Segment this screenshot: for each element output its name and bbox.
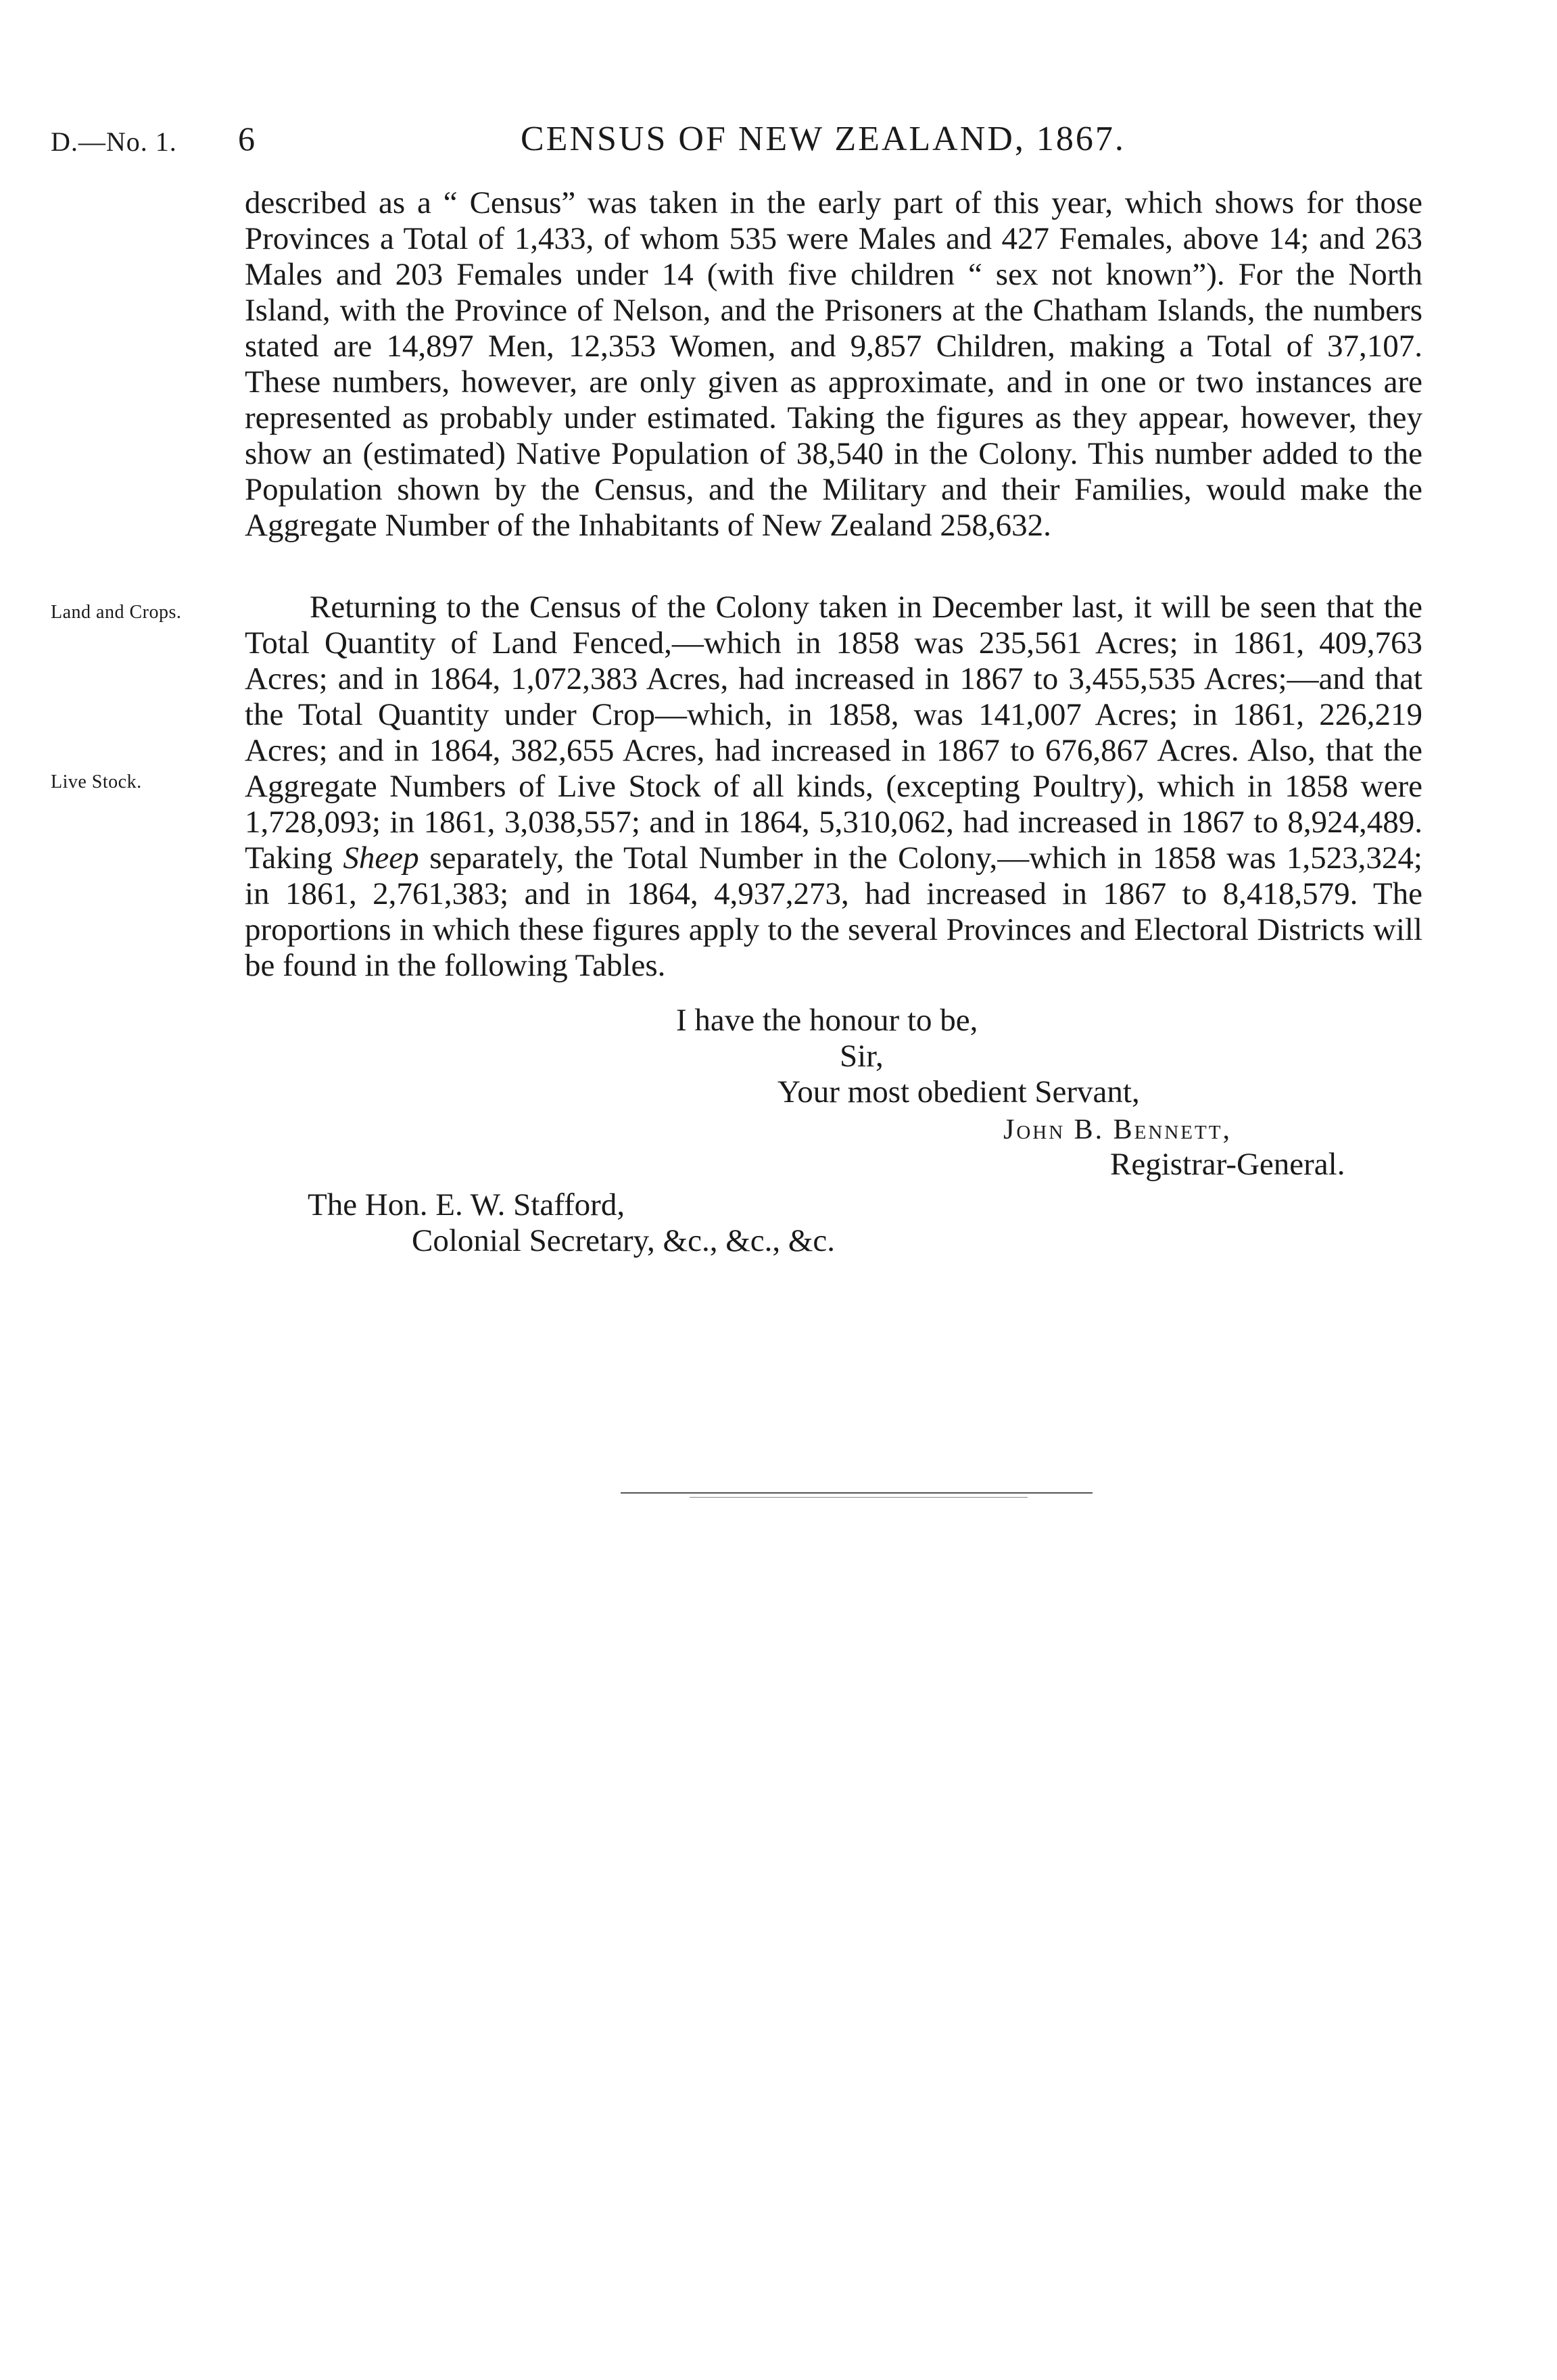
signature-name: John B. Bennett,	[1003, 1114, 1232, 1145]
page-title: CENSUS OF NEW ZEALAND, 1867.	[521, 120, 1126, 158]
page-number: 6	[238, 120, 255, 158]
paragraph-land-text-end: separately, the Total Number in the Colony,—which in 1858 was 1,523,324; in 1861, 2,761,383; and in 1864, 4,937,273, had increased in 1867 to 8,418,579. The proportions in which these figures apply to the several Provinces and Electoral Districts will be found in the following Tables.	[245, 840, 1422, 983]
addressee-office: Colonial Secretary, &c., &c., &c.	[412, 1223, 836, 1258]
document-reference: D.—No. 1.	[51, 126, 177, 157]
margin-note-live-stock: Live Stock.	[51, 771, 142, 792]
signature-title: Registrar-General.	[1110, 1147, 1345, 1182]
closing-salutation: Sir,	[840, 1039, 884, 1074]
closing-honour-line: I have the honour to be,	[676, 1003, 978, 1038]
end-rule-secondary	[690, 1497, 1028, 1498]
italic-sheep: Sheep	[343, 840, 419, 876]
addressee-name: The Hon. E. W. Stafford,	[308, 1187, 625, 1222]
margin-note-land-and-crops: Land and Crops.	[51, 602, 182, 623]
paragraph-land-and-stock	[245, 590, 1422, 984]
closing-servant-line: Your most obedient Servant,	[777, 1074, 1140, 1110]
paragraph-land-text-start: Returning to the Census of the Colony taken in December last, it will be seen that the Total Quantity of Land Fenced,—which in 1858 was 235,561 Acres; in 1861, 409,763 Acres; and in 1864, 1,072,383 Acres, had increased in 1867 to 3,455,535 Acres;—and that the Total Quantity under Crop—which, in 1858, was 141,007 Acres; in 1861, 226,219 Acres; and in 1864, 382,655 Acres, had increased in 1867 to 676,867 Acres. Also, that the Aggregate Numbers of Live Stock of all kinds, (excepting Poultry), which in 1858 were 1,728,093; in 1861, 3,038,557; and in 1864, 5,310,062, had increased in 1867 to 8,924,489. Taking	[245, 590, 1422, 876]
end-rule	[621, 1492, 1093, 1494]
paragraph-native-population: described as a “ Census” was taken in the early part of this year, which shows for those Provinces a Total of 1,433, of whom 535 were Males and 427 Females, above 14; and 263 Males and 203 Females under 14 (with five children “ sex not known”). For the North Island, with the Province of Nelson, and the Prisoners at the Chatham Islands, the numbers stated are 14,897 Men, 12,353 Women, and 9,857 Children, making a Total of 37,107. These numbers, however, are only given as approximate, and in one or two instances are represented as probably under estimated. Taking the figures as they appear, however, they show an (estimated) Native Population of 38,540 in the Colony. This number added to the Population shown by the Census, and the Military and their Families, would make the Aggregate Number of the Inhabitants of New Zealand 258,632.	[245, 185, 1422, 543]
